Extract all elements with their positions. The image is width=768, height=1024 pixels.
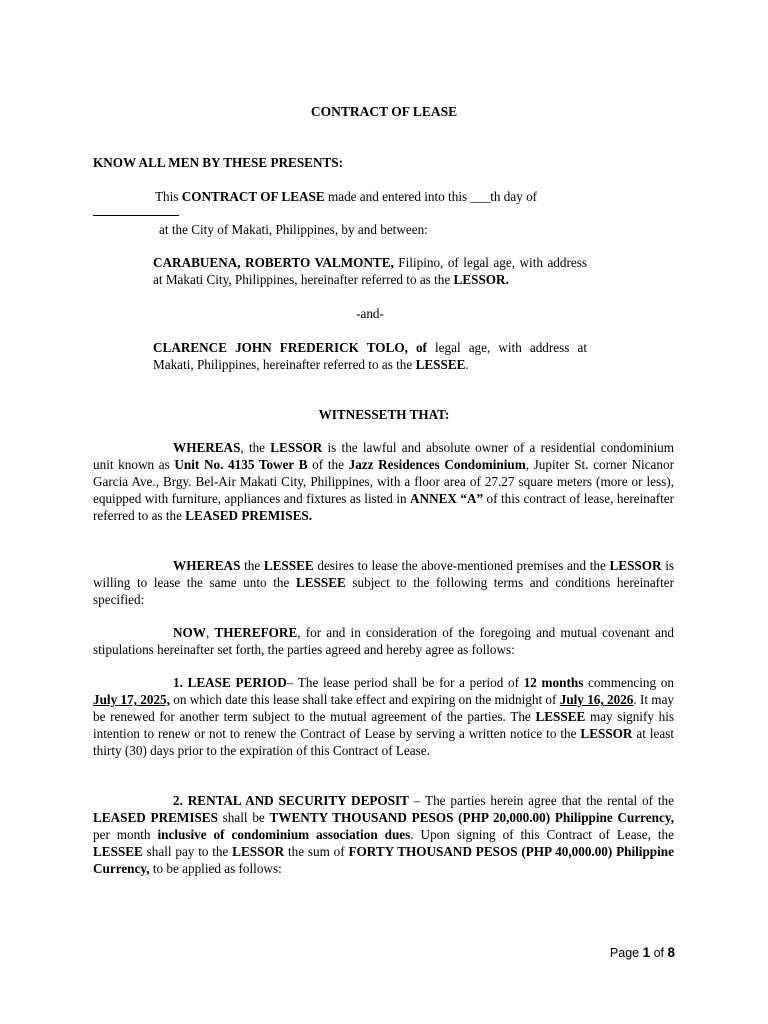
whereas-paragraph-1: WHEREAS, the LESSOR is the lawful and absolute owner of a residential condominium unit known as Unit No. 4135 Tower B of the Jazz Residences Condominium, Jupiter St. corner Nicanor Garcia Ave., Brgy. Bel-Air Makati City, Philippines, with a floor area of 27.27 square meters (more or less), equipped with furniture, appliances and fixtures as listed in ANNEX “A” of this contract of lease, hereinafter referred to as the LEASED PREMISES.: [93, 440, 674, 523]
lessor-party: CARABUENA, ROBERTO VALMONTE, Filipino, of legal age, with address at Makati City, Philippines, hereinafter referred to as the LESSOR.: [153, 255, 587, 287]
rental-deposit-section: 2. RENTAL AND SECURITY DEPOSIT – The parties herein agree that the rental of the LEASED PREMISES shall be TWENTY THOUSAND PESOS (PHP 20,000.00) Philippine Currency, per month inclusive of condominium association dues. Upon signing of this Contract of Lease, the LESSEE shall pay to the LESSOR the sum of FORTY THOUSAND PESOS (PHP 40,000.00) Philippine Currency, to be applied as follows:: [93, 793, 674, 876]
witnesseth-heading: WITNESSETH THAT:: [318, 407, 450, 422]
now-therefore-paragraph: NOW, THEREFORE, for and in consideration of the foregoing and mutual covenant and stipulations hereinafter set forth, the parties agreed and hereby agree as follows:: [93, 625, 675, 657]
intro-city: at the City of Makati, Philippines, by and between:: [159, 222, 428, 237]
whereas-paragraph-2: WHEREAS the LESSEE desires to lease the above-mentioned premises and the LESSOR is willing to lease the same unto the LESSEE subject to the following terms and conditions hereinafter specified:: [93, 558, 674, 607]
date-blank-line: [93, 203, 179, 220]
document-title: CONTRACT OF LEASE: [310, 104, 458, 119]
intro-line: This CONTRACT OF LEASE made and entered into this ___th day of: [155, 189, 538, 204]
lease-period-section: 1. LEASE PERIOD– The lease period shall be for a period of 12 months commencing on July 17, 2025, on which date this lease shall take effect and expiring on the midnight of July 16, 2026. It may be renewed for another term subject to the mutual agreement of the parties. The LESSEE may signify his intention to renew or not to renew the Contract of Lease by serving a written notice to the LESSOR at least thirty (30) days prior to the expiration of this Contract of Lease.: [93, 675, 675, 758]
and-separator: -and-: [356, 306, 384, 321]
know-all-heading: KNOW ALL MEN BY THESE PRESENTS:: [93, 155, 344, 170]
page-number-footer: Page 1 of 8: [609, 945, 675, 960]
lessee-party: CLARENCE JOHN FREDERICK TOLO, of legal age, with address at Makati, Philippines, hereinafter referred to as the LESSEE.: [153, 340, 587, 372]
